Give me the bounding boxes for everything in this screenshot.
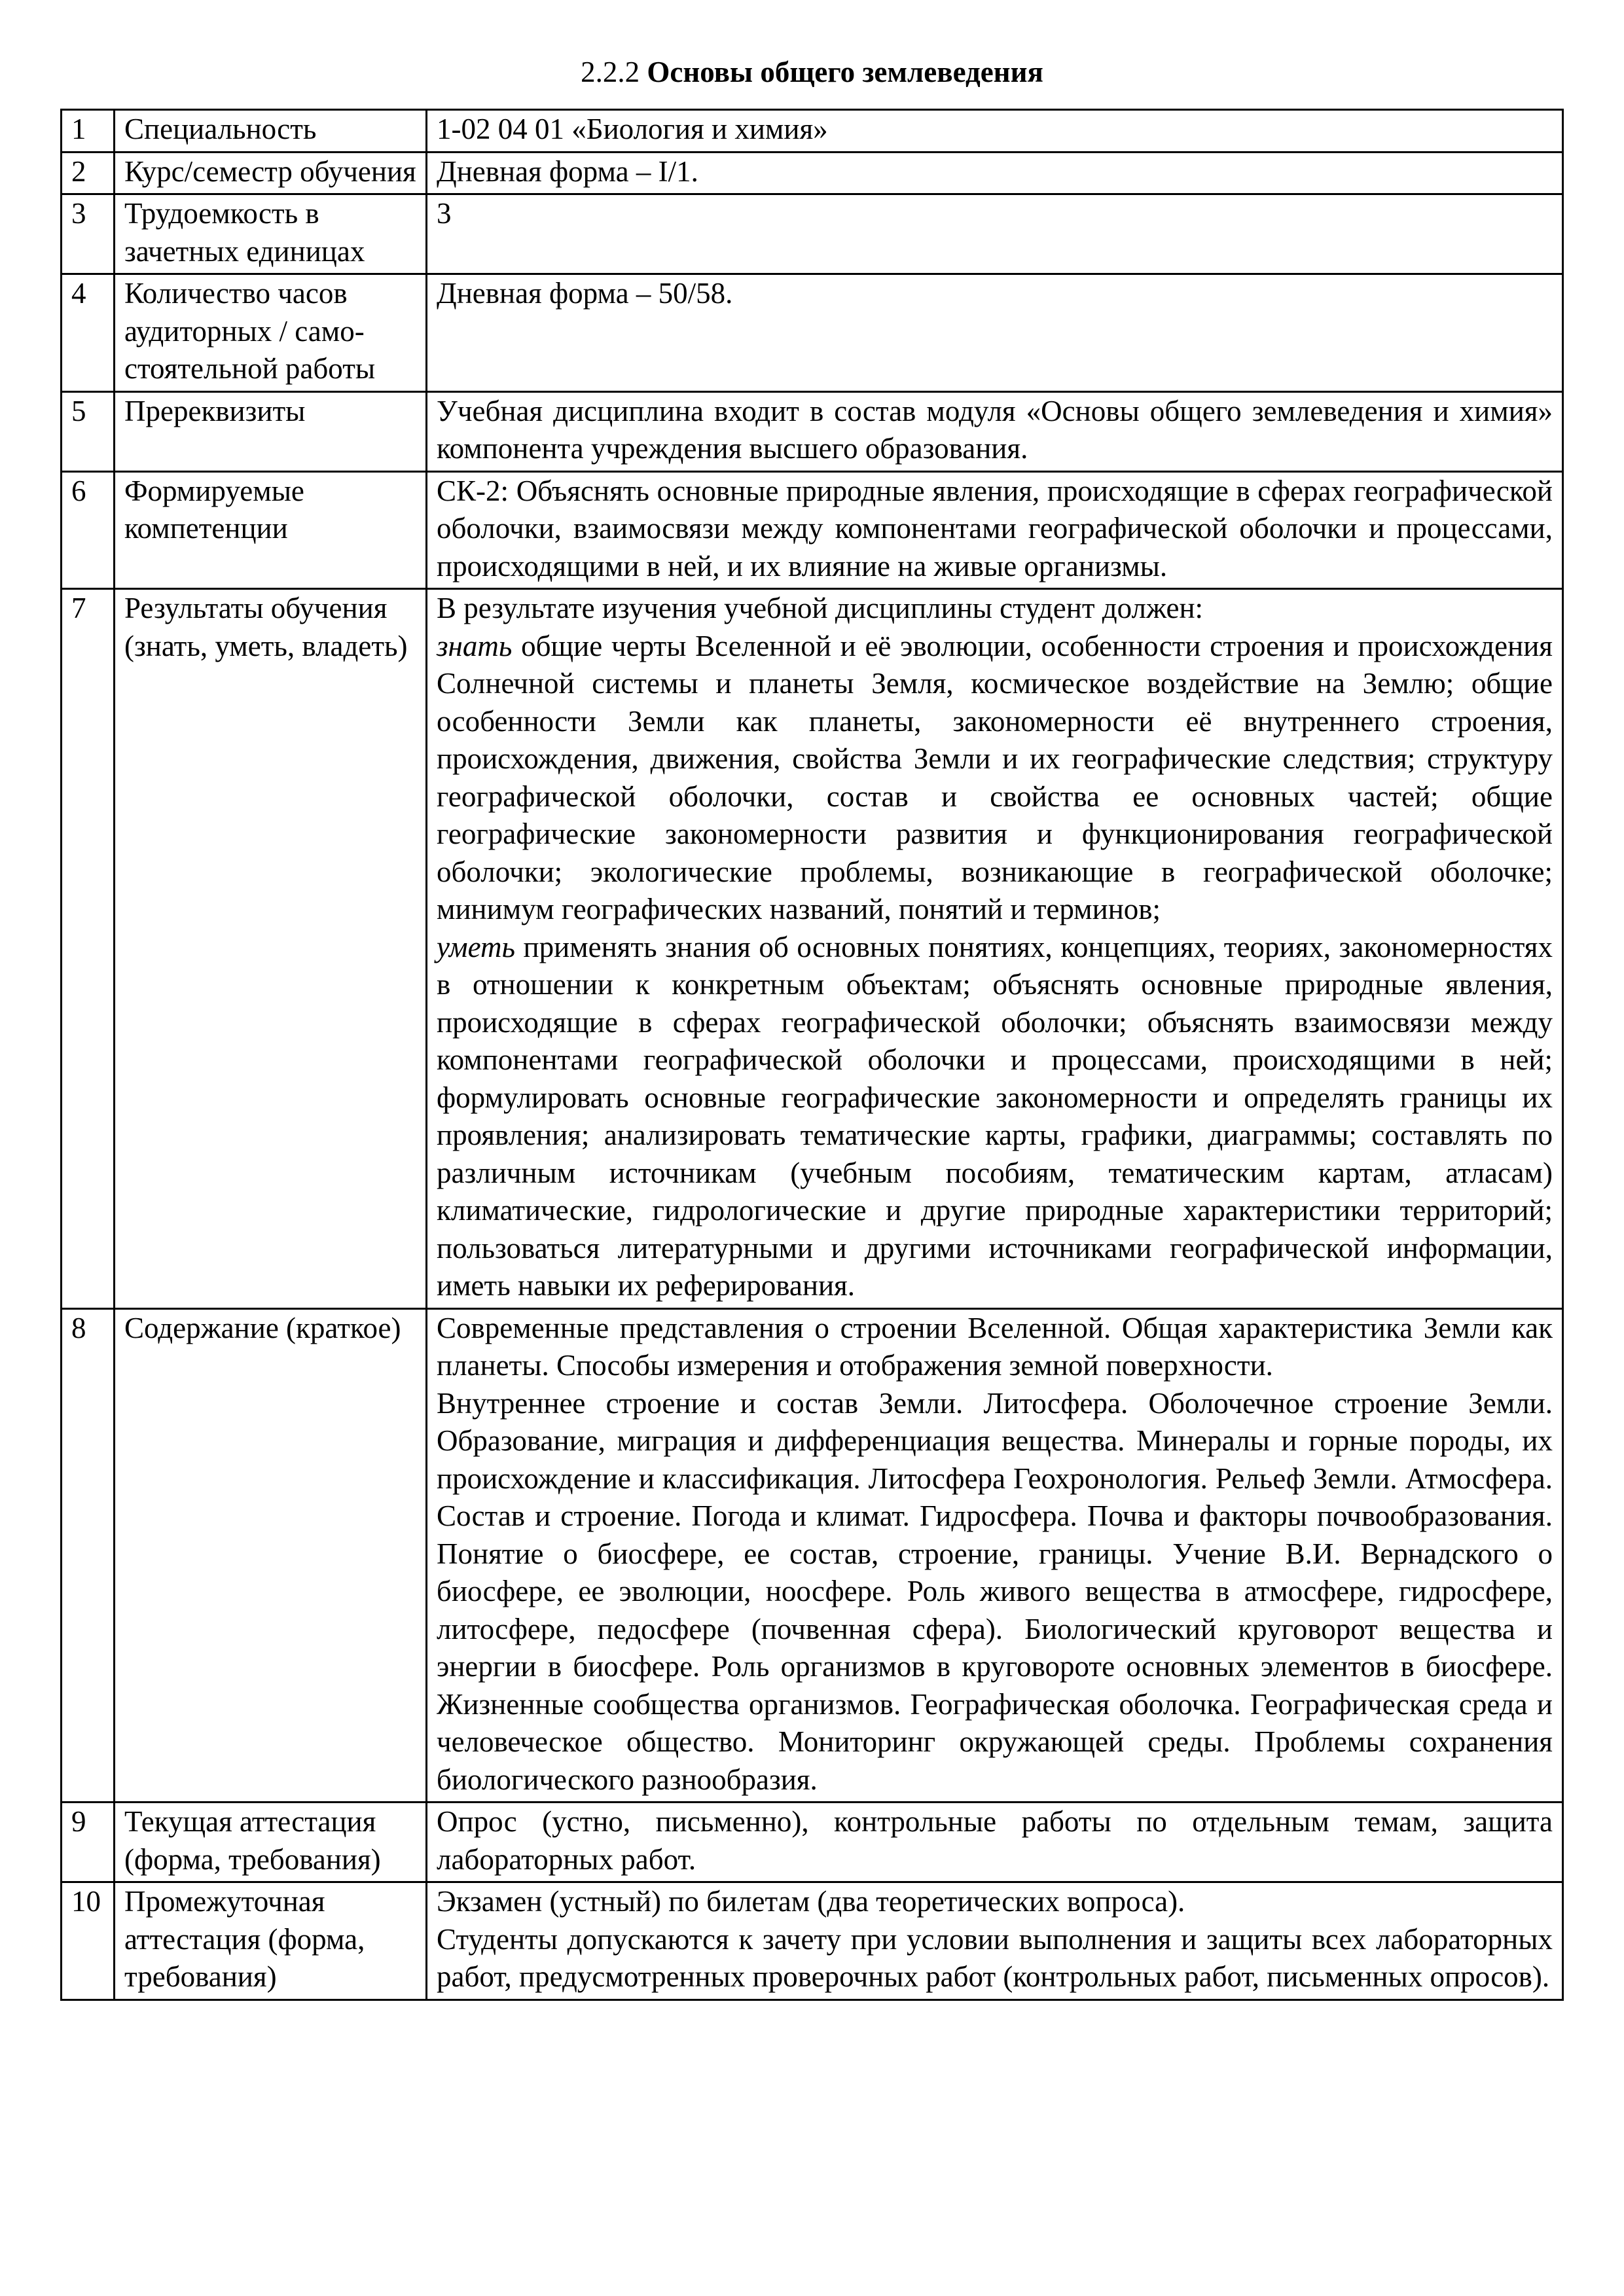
table-row: [62, 471, 1563, 589]
value-paragraph: [437, 1803, 1553, 1878]
row-label: Промежуточная аттестация (форма, требования): [115, 1882, 427, 2000]
table-row: [62, 152, 1563, 194]
value-paragraph: [437, 111, 1553, 149]
row-label: Формируемые компетенции: [115, 471, 427, 589]
paragraph-text: Учебная дисциплина входит в состав модуля «Основы общего землеведения и химия» компонента учреждения высшего образования.: [437, 394, 1553, 465]
paragraph-text: Дневная форма – I/1.: [437, 154, 698, 188]
row-value: [427, 391, 1563, 471]
row-value: [427, 589, 1563, 1309]
table-row: [62, 1308, 1563, 1803]
row-label: Трудоемкость в зачетных единицах: [115, 194, 427, 274]
value-paragraph: [437, 275, 1553, 313]
row-label: Результаты обучения (знать, уметь, владеть): [115, 589, 427, 1309]
row-value: [427, 1882, 1563, 2000]
paragraph-text: применять знания об основных понятиях, концепциях, теориях, закономерностях в отношении к конкретным объектам; объяснять основные природные явления, происходящие в сферах географической оболочки; объяснять взаимосвязи между компонентами географической оболочки и процессами, происходящими в ней; формулировать основные географические закономерности и определять границы их проявления; анализировать тематические карты, графики, диаграммы; составлять по различным источникам (учебным пособиям, тематическим картам, атласам) климатические, гидрологические и другие природные характеристики территорий; пользоваться литературными и другими источниками географической информации, иметь навыки их реферирования.: [437, 930, 1553, 1302]
lead-term: уметь: [437, 930, 515, 963]
row-label: Количество часов аудиторных / само-стоятельной работы: [115, 274, 427, 392]
row-number: 8: [62, 1308, 115, 1803]
value-paragraph: [437, 1310, 1553, 1385]
section-number: 2.2.2: [581, 56, 640, 88]
document-title: [0, 52, 1624, 92]
section-name: Основы общего землеведения: [647, 56, 1043, 88]
discipline-table: [60, 109, 1564, 2001]
row-value: [427, 110, 1563, 152]
value-paragraph: [437, 393, 1553, 468]
paragraph-text: Дневная форма – 50/58.: [437, 277, 733, 310]
table-row: [62, 589, 1563, 1309]
value-paragraph: [437, 628, 1553, 929]
paragraph-text: 3: [437, 197, 452, 230]
paragraph-text: 1-02 04 01 «Биология и химия»: [437, 113, 828, 145]
row-label: Содержание (краткое): [115, 1308, 427, 1803]
row-label: Специальность: [115, 110, 427, 152]
row-value: [427, 274, 1563, 392]
row-number: 7: [62, 589, 115, 1309]
value-paragraph: [437, 590, 1553, 628]
paragraph-text: Экзамен (устный) по билетам (два теоретических вопроса).: [437, 1885, 1185, 1918]
row-number: 2: [62, 152, 115, 194]
paragraph-text: Опрос (устно, письменно), контрольные работы по отдельным темам, защита лабораторных работ.: [437, 1805, 1553, 1876]
paragraph-text: общие черты Вселенной и её эволюции, особенности строения и происхождения Солнечной системы и планеты Земля, космическое воздействие на Землю; общие особенности Земли как планеты, закономерности её внутреннего строения, происхождения, движения, свойства Земли и их географические следствия; структуру географической оболочки, состав и свойства ее основных частей; общие географические закономерности развития и функционирования географической оболочки; экологические проблемы, возникающие в географической оболочке; минимум географических названий, понятий и терминов;: [437, 629, 1553, 925]
value-paragraph: [437, 929, 1553, 1305]
lead-term: знать: [437, 629, 513, 662]
row-label: Пререквизиты: [115, 391, 427, 471]
row-number: 6: [62, 471, 115, 589]
paragraph-text: В результате изучения учебной дисциплины студент должен:: [437, 592, 1204, 624]
row-number: 4: [62, 274, 115, 392]
row-number: 10: [62, 1882, 115, 2000]
value-paragraph: [437, 1921, 1553, 1996]
row-value: [427, 152, 1563, 194]
row-number: 9: [62, 1803, 115, 1882]
table-row: [62, 194, 1563, 274]
row-value: [427, 194, 1563, 274]
row-number: 1: [62, 110, 115, 152]
table-row: [62, 1882, 1563, 2000]
row-number: 3: [62, 194, 115, 274]
row-number: 5: [62, 391, 115, 471]
value-paragraph: [437, 1385, 1553, 1799]
value-paragraph: [437, 473, 1553, 586]
row-value: [427, 1308, 1563, 1803]
row-label: Курс/семестр обучения: [115, 152, 427, 194]
table-row: [62, 274, 1563, 392]
paragraph-text: Студенты допускаются к зачету при условии выполнения и защиты всех лабораторных работ, предусмотренных проверочных работ (контрольных работ, письменных опросов).: [437, 1922, 1553, 1993]
table-row: [62, 1803, 1563, 1882]
value-paragraph: [437, 153, 1553, 191]
row-value: [427, 1803, 1563, 1882]
value-paragraph: [437, 195, 1553, 233]
paragraph-text: СК-2: Объяснять основные природные явления, происходящие в сферах географической оболочки, взаимосвязи между компонентами географической оболочки и процессами, происходящими в ней, и их влияние на живые организмы.: [437, 474, 1553, 583]
paragraph-text: Современные представления о строении Вселенной. Общая характеристика Земли как планеты. Способы измерения и отображения земной поверхности.: [437, 1311, 1553, 1382]
table-row: [62, 110, 1563, 152]
value-paragraph: [437, 1883, 1553, 1921]
row-label: Текущая аттестация (форма, требования): [115, 1803, 427, 1882]
table-row: [62, 391, 1563, 471]
row-value: [427, 471, 1563, 589]
paragraph-text: Внутреннее строение и состав Земли. Литосфера. Оболочечное строение Земли. Образование, миграция и дифференциация вещества. Минералы и горные породы, их происхождение и классификация. Литосфера Геохронология. Рельеф Земли. Атмосфера. Состав и строение. Погода и климат. Гидросфера. Почва и факторы почвообразования. Понятие о биосфере, ее состав, строение, границы. Учение В.И. Вернадского о биосфере, ее эволюции, ноосфере. Роль живого вещества в атмосфере, гидросфере, литосфере, педосфере (почвенная сфера). Биологический круговорот вещества и энергии в биосфере. Роль организмов в круговороте основных элементов в биосфере. Жизненные сообщества организмов. Географическая оболочка. Географическая среда и человеческое общество. Мониторинг окружающей среды. Проблемы сохранения биологического разнообразия.: [437, 1386, 1553, 1796]
